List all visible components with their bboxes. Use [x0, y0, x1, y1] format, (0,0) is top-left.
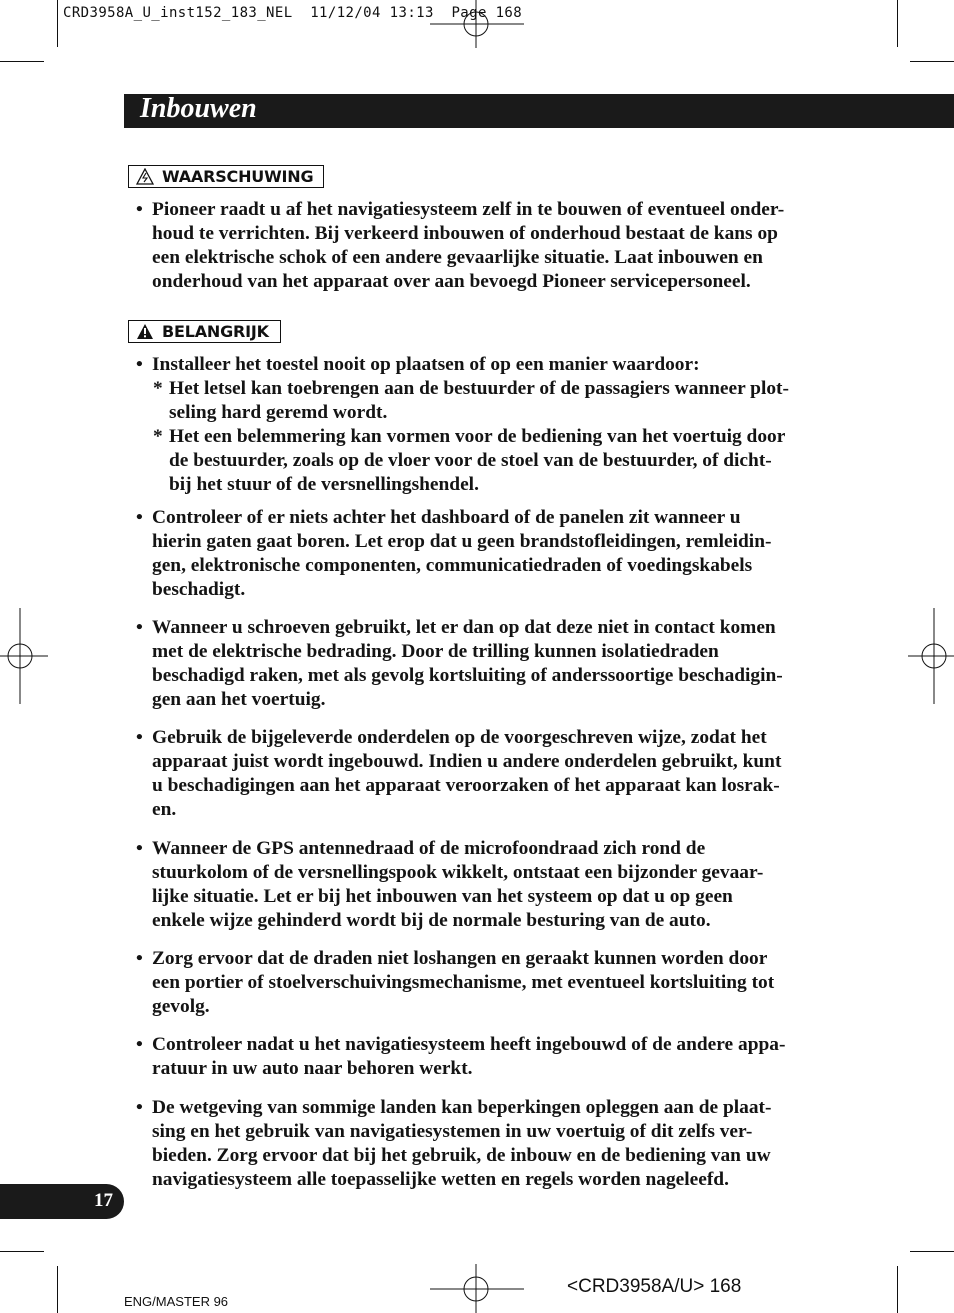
important-item-text: Controleer of er niets achter het dashboard of de panelen zit wanneer u hierin gaten gaat boren. Let erop dat u geen brandstofleidingen, remleidin- gen, elektronische componenten, communicatiedraden of voedingskabels beschadigt. — [152, 507, 772, 600]
bullet-dot: • — [136, 948, 143, 969]
sub-star: * — [153, 426, 163, 447]
important-item-text: Gebruik de bijgeleverde onderdelen op de voorgeschreven wijze, zodat het apparaat juist wordt ingebouwd. Indien u andere onderdelen gebruikt, kunt u beschadigingen aan het apparaat veroorzaken of het apparaat kan losrak- en. — [152, 727, 782, 820]
crop-mark — [0, 1251, 44, 1252]
important-label: BELANGRIJK — [162, 322, 269, 341]
bullet-dot: • — [136, 507, 143, 528]
important-subitem — [153, 377, 833, 425]
important-item — [136, 616, 826, 712]
bullet-dot: • — [136, 727, 143, 748]
sub-star: * — [153, 378, 163, 399]
important-item-text: Zorg ervoor dat de draden niet loshangen en geraakt kunnen worden door een portier of stoelverschuivingsmechanisme, met eventueel kortsluiting tot gevolg. — [152, 948, 775, 1017]
bullet-dot: • — [136, 1097, 143, 1118]
important-tag — [128, 320, 281, 343]
crop-mark — [897, 1266, 898, 1313]
footer-document-code: <CRD3958A/U> 168 — [567, 1276, 742, 1297]
warning-filled-triangle-icon — [136, 323, 154, 340]
important-item-text: Wanneer de GPS antennedraad of de microfoondraad zich rond de stuurkolom of de versnellingspook wikkelt, ontstaat een bijzonder gevaar- lijke situatie. Let er bij het inbouwen van het systeem op dat u op geen enkele wijze gehinderd wordt bij de normale besturing van de auto. — [152, 838, 764, 931]
section-title: Inbouwen — [140, 93, 257, 124]
bullet-dot: • — [136, 617, 143, 638]
registration-mark-right — [906, 608, 954, 704]
important-subitem — [153, 425, 833, 497]
page-number: 17 — [94, 1190, 113, 1211]
important-item — [136, 1033, 826, 1081]
important-intro-text: Installeer het toestel nooit op plaatsen of op een manier waardoor: — [152, 354, 700, 375]
bullet-dot: • — [136, 199, 143, 220]
warning-outline-triangle-icon — [136, 168, 154, 185]
crop-mark — [57, 0, 58, 47]
important-item — [136, 506, 826, 602]
registration-mark-left — [0, 608, 50, 704]
bullet-dot: • — [136, 1034, 143, 1055]
bullet-dot: • — [136, 354, 143, 375]
bullet-dot: • — [136, 838, 143, 859]
important-subitem-text: Het letsel kan toebrengen aan de bestuurder of de passagiers wanneer plot- seling hard geremd wordt. — [169, 378, 789, 423]
warning-item-text: Pioneer raadt u af het navigatiesysteem zelf in te bouwen of eventueel onder- houd te verrichten. Bij verkeerd inbouwen of onderhoud bestaat de kans op een elektrische schok of een andere gevaarlijke situatie. Laat inbouwen en onderhoud van het apparaat over aan bevoegd Pioneer servicepersoneel. — [152, 199, 785, 292]
crop-mark — [910, 1251, 954, 1252]
warning-item — [136, 198, 826, 294]
warning-label: WAARSCHUWING — [162, 167, 314, 186]
footer-master-label: ENG/MASTER 96 — [124, 1294, 229, 1309]
print-slug: CRD3958A_U_inst152_183_NEL 11/12/04 13:13 Page 168 — [63, 5, 523, 21]
important-item — [136, 1096, 826, 1192]
important-item-text: Controleer nadat u het navigatiesysteem heeft ingebouwd of de andere appa- ratuur in uw auto naar behoren werkt. — [152, 1034, 786, 1079]
important-intro-item — [136, 353, 826, 377]
crop-mark — [910, 61, 954, 62]
important-item — [136, 947, 826, 1019]
important-item — [136, 726, 826, 822]
important-item — [136, 837, 826, 933]
important-item-text: De wetgeving van sommige landen kan beperkingen opleggen aan de plaat- sing en het gebruik van navigatiesystemen in uw voertuig of dit zelfs ver- bieden. Zorg ervoor dat bij het gebruik, de inbouw en de bediening van uw navigatiesysteem alle toepasselijke wetten en regels worden nageleefd. — [152, 1097, 772, 1190]
important-item-text: Wanneer u schroeven gebruikt, let er dan op dat deze niet in contact komen met de elektrische bedrading. Door de trilling kunnen isolatiedraden beschadigd raken, met als gevolg kortsluiting of anderssoortige beschadigin- gen aan het voertuig. — [152, 617, 783, 710]
crop-mark — [57, 1266, 58, 1313]
crop-mark — [0, 61, 44, 62]
crop-mark — [897, 0, 898, 47]
warning-tag — [128, 165, 324, 188]
important-subitem-text: Het een belemmering kan vormen voor de bediening van het voertuig door de bestuurder, zoals op de vloer voor de stoel van de bestuurder, of dicht- bij het stuur of de versnellingshendel. — [169, 426, 786, 495]
registration-mark-bottom — [430, 1264, 526, 1313]
